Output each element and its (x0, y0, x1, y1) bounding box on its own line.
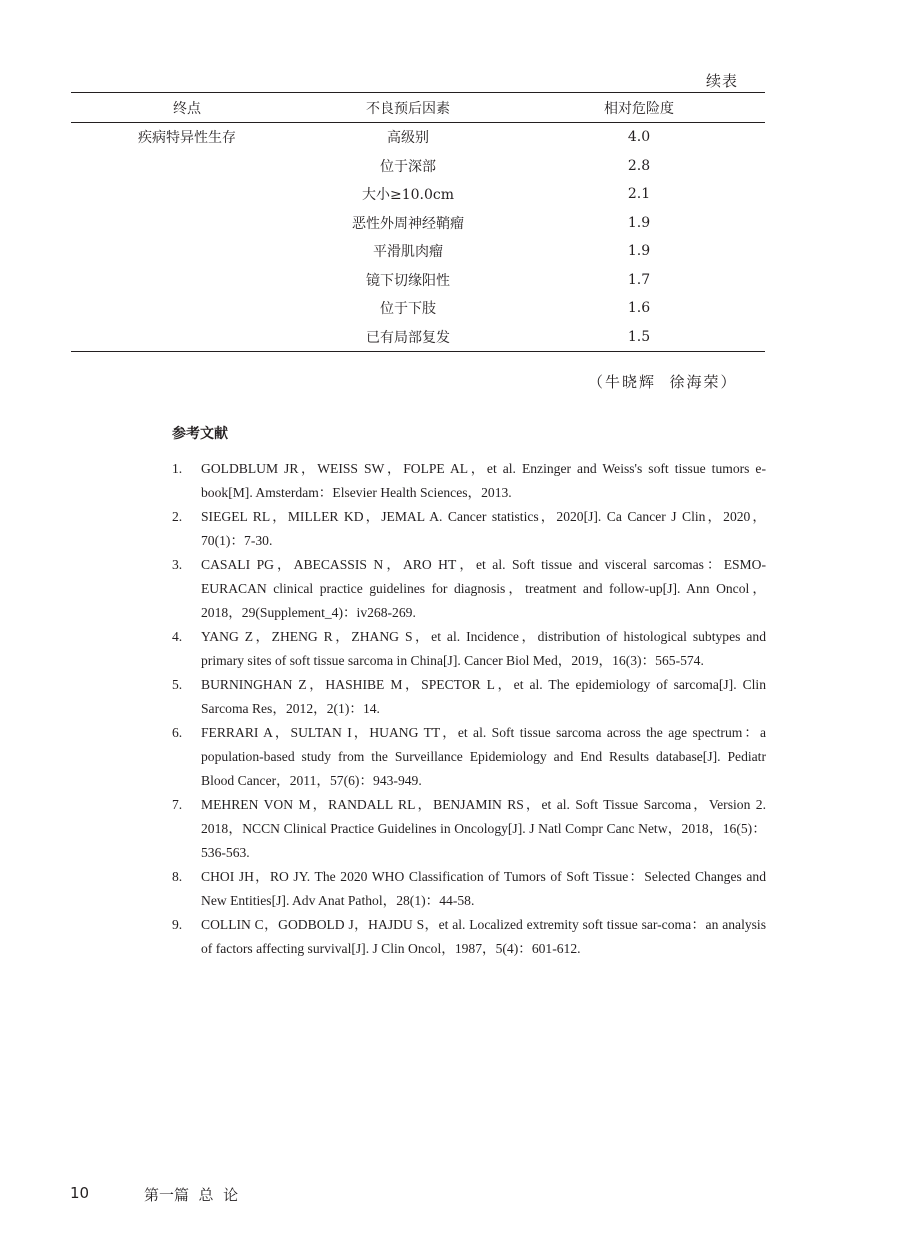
reference-number: 3. (172, 557, 183, 572)
prognostic-factors-table (71, 92, 765, 352)
reference-text: YANG Z，ZHENG R，ZHANG S，et al. Incidence，distribution of histological subtypes and primary sites of soft tissue sarcoma in China[J]. Cancer Biol Med，2019，16(3)：565-574. (201, 629, 766, 668)
cell-endpoint (71, 152, 303, 181)
cell-endpoint (71, 266, 303, 295)
reference-text: BURNINGHAN Z，HASHIBE M，SPECTOR L，et al. The epidemiology of sarcoma[J]. Clin Sarcoma Res，2012，2(1)：14. (201, 677, 766, 716)
cell-factor: 镜下切缘阳性 (366, 272, 450, 289)
table-header-row (71, 93, 765, 123)
reference-text: CASALI PG，ABECASSIS N，ARO HT，et al. Soft tissue and visceral sarcomas：ESMO-EURACAN clinical practice guidelines for diagnosis，treatment and follow-up[J]. Ann Oncol，2018，29(Supplement_4)：iv268-269. (201, 557, 766, 620)
reference-text: CHOI JH，RO JY. The 2020 WHO Classification of Tumors of Soft Tissue：Selected Changes and New Entities[J]. Adv Anat Pathol，28(1)：44-58. (201, 869, 766, 908)
cell-endpoint (71, 209, 303, 238)
page-number: 10 (70, 1184, 90, 1202)
reference-item (172, 673, 766, 721)
reference-item (172, 457, 766, 505)
table-row (71, 123, 765, 152)
cell-risk: 1.6 (627, 300, 651, 317)
references-list (172, 457, 766, 961)
cell-risk: 1.9 (627, 243, 651, 260)
reference-item (172, 865, 766, 913)
reference-item (172, 793, 766, 865)
cell-endpoint (71, 180, 303, 209)
reference-text: FERRARI A，SULTAN I，HUANG TT，et al. Soft tissue sarcoma across the age spectrum：a population-based study from the Surveillance Epidemiology and End Results database[J]. Pediatr Blood Cancer，2011，57(6)：943-949. (201, 725, 766, 788)
section-authors: （牛晓辉 徐海荣） (588, 373, 738, 391)
header-relative-risk: 相对危险度 (513, 93, 765, 123)
cell-risk: 1.9 (627, 214, 651, 231)
cell-risk: 1.5 (513, 323, 765, 352)
reference-text: GOLDBLUM JR，WEISS SW，FOLPE AL，et al. Enzinger and Weiss's soft tissue tumors e-book[M]. Amsterdam：Elsevier Health Sciences，2013. (201, 461, 766, 500)
reference-number: 5. (172, 677, 183, 692)
cell-factor: 位于深部 (380, 158, 436, 175)
cell-factor: 位于下肢 (380, 301, 436, 318)
header-endpoint: 终点 (71, 93, 303, 123)
cell-risk: 4.0 (627, 129, 651, 146)
reference-number: 8. (172, 869, 183, 884)
cell-factor: 高级别 (387, 130, 429, 147)
reference-text: COLLIN C，GODBOLD J，HAJDU S，et al. Localized extremity soft tissue sar-coma：an analysis of factors affecting survival[J]. J Clin Oncol，1987，5(4)：601-612. (201, 917, 766, 956)
reference-item (172, 505, 766, 553)
table-row (71, 152, 765, 181)
table-row (71, 180, 765, 209)
header-adverse-factor: 不良预后因素 (303, 93, 513, 123)
cell-factor: 平滑肌肉瘤 (373, 244, 443, 261)
reference-text: SIEGEL RL，MILLER KD，JEMAL A. Cancer statistics，2020[J]. Ca Cancer J Clin，2020，70(1)：7-30. (201, 509, 766, 548)
cell-factor: 已有局部复发 (303, 323, 513, 352)
cell-endpoint (71, 294, 303, 323)
table-row (71, 209, 765, 238)
reference-number: 2. (172, 509, 183, 524)
reference-item (172, 913, 766, 961)
cell-risk: 1.7 (627, 271, 651, 288)
part-title: 第一篇 总 论 (144, 1186, 239, 1204)
cell-endpoint (71, 237, 303, 266)
cell-endpoint (71, 323, 303, 352)
reference-number: 7. (172, 797, 183, 812)
table-row (71, 266, 765, 295)
cell-endpoint: 疾病特异性生存 (138, 130, 236, 147)
reference-item (172, 553, 766, 625)
cell-factor: 大小≥10.0cm (361, 187, 455, 204)
reference-number: 1. (172, 461, 183, 476)
reference-number: 6. (172, 725, 183, 740)
references-heading: 参考文献 (172, 426, 228, 442)
reference-item (172, 721, 766, 793)
table-continued-label: 续表 (706, 72, 739, 90)
reference-number: 4. (172, 629, 183, 644)
cell-risk: 2.8 (627, 157, 651, 174)
cell-factor: 恶性外周神经鞘瘤 (352, 215, 464, 232)
reference-number: 9. (172, 917, 183, 932)
reference-item (172, 625, 766, 673)
reference-text: MEHREN VON M，RANDALL RL，BENJAMIN RS，et al. Soft Tissue Sarcoma，Version 2. 2018，NCCN Clinical Practice Guidelines in Oncology[J]. J Natl Compr Canc Netw，2018，16(5)：536-563. (201, 797, 766, 860)
cell-risk: 2.1 (627, 186, 651, 203)
table-row (71, 323, 765, 352)
table-row (71, 294, 765, 323)
table-row (71, 237, 765, 266)
